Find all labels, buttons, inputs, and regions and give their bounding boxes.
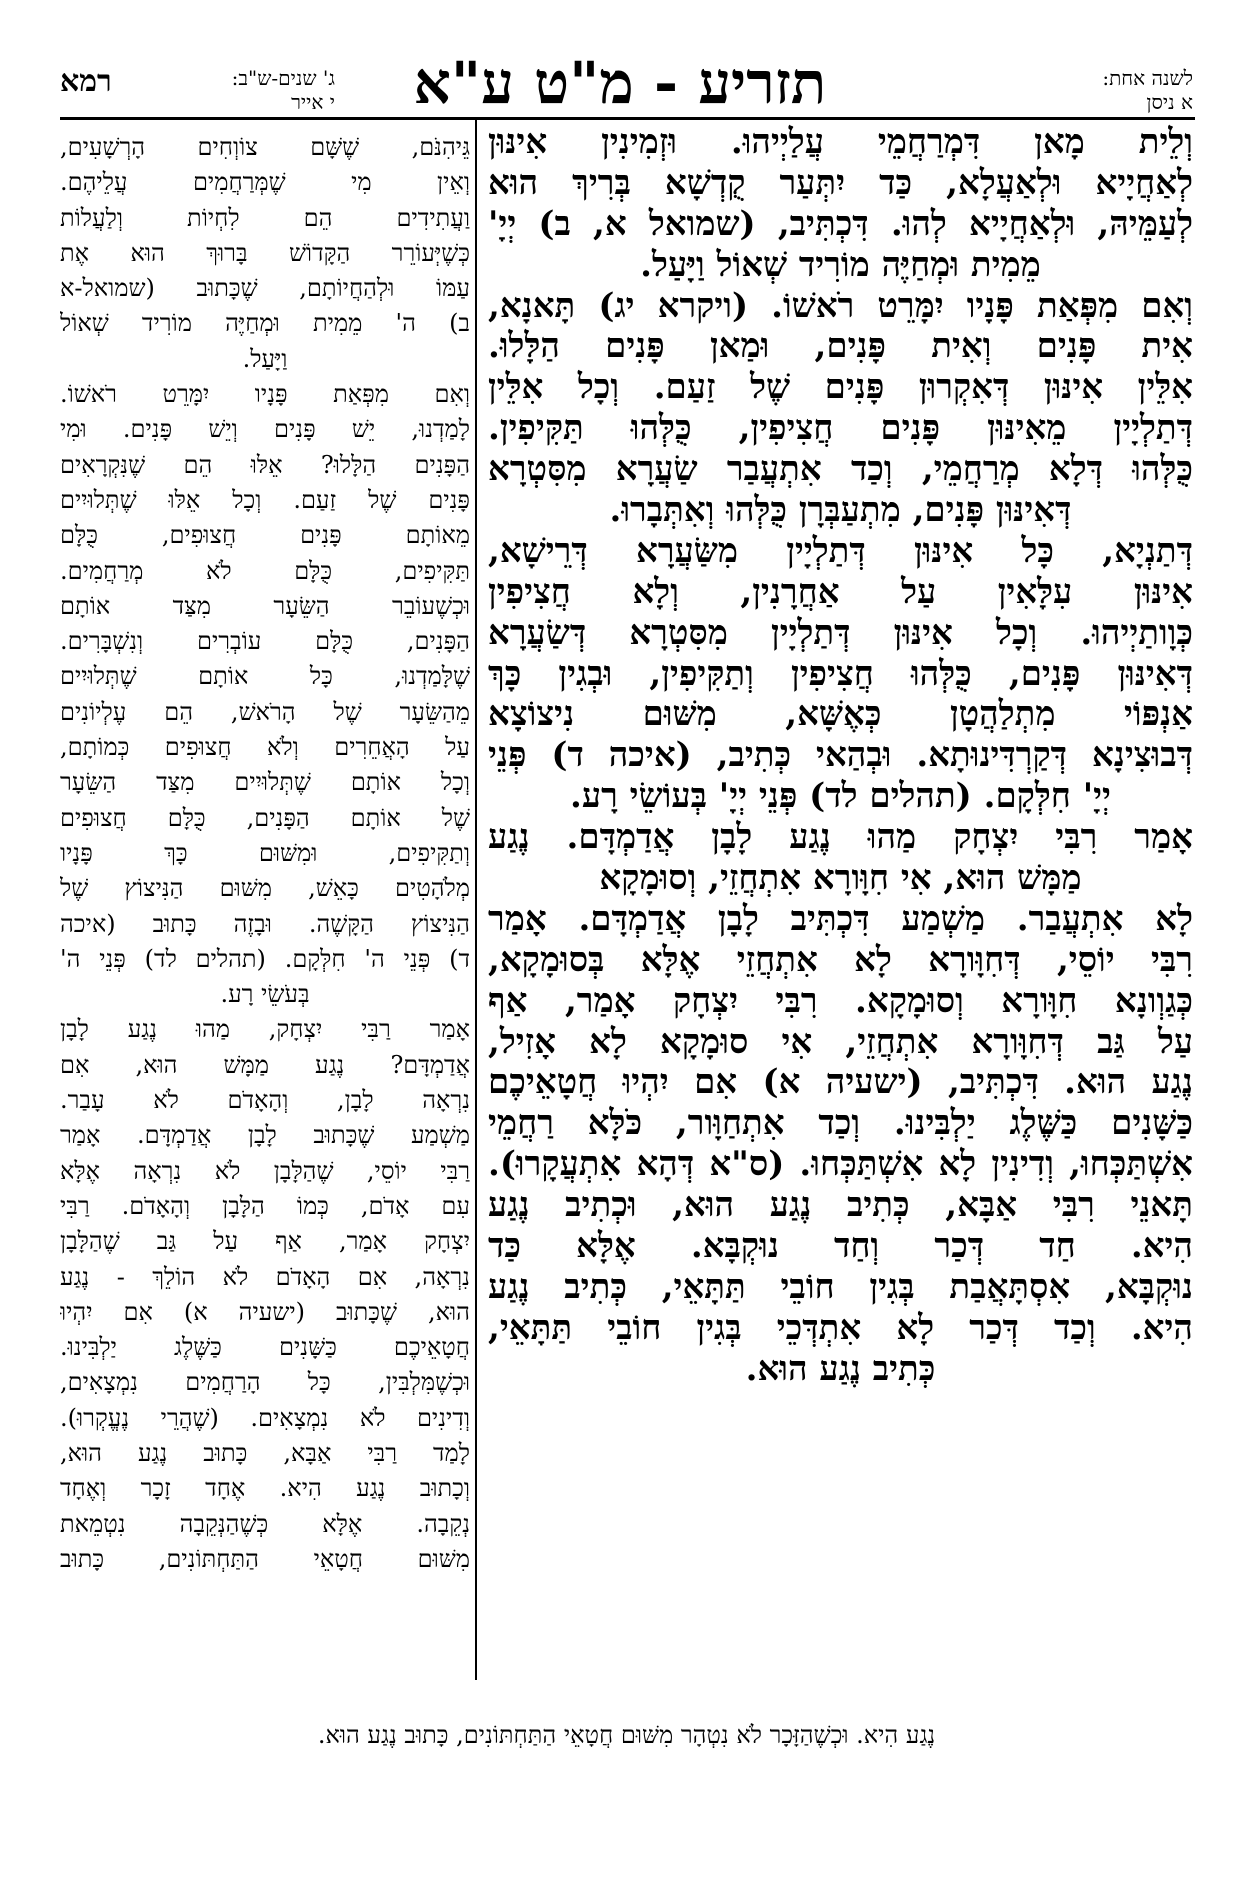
main-text-line: לָא אִתְעֲבַר. מַשְׁמַע דִּכְתִּיב לָבָן אֲדַמְדָּם. אָמַר [488,898,1193,939]
main-text-line: הִיא. חַד דְּכַר וְחַד נוּקְבָּא. אֶלָּא כַּד [488,1226,1193,1267]
side-text-line: רַבִּי יוֹסֵי, שֶׁהַלָּבָן לֹא נִרְאָה אֶלָּא [60,1156,470,1185]
side-text-line: שֶׁלָּמַדְנוּ, כָּל אוֹתָם שֶׁתְּלוּיִים [60,662,470,691]
page-title: תזריע - מ"ט ע"א [413,49,827,117]
main-text-line: כֻּלְּהוּ דְּלָא מְרַחֲמֵי, וְכַד אִתְעֲבַר שַׂעֲרָא מִסִּטְרָא [488,449,1193,490]
main-text-line: דְּבוּצִינָא דְּקַרְדִּינוּתָא. וּבְהַאי כְּתִיב, (איכה ד) פְּנֵי [488,735,1193,776]
main-text-line: אָמַר רִבִּי יִצְחָק מַהוּ נֶגַע לָבָן אֲדַמְדָּם. נֶגַע [488,817,1193,858]
header-schedule-one-year [993,66,1193,114]
main-text-line: נוּקְבָּא, אִסְתָּאֲבַת בְּגִין חוֹבֵי תַּתָּאֵי, כְּתִיב נֶגַע [488,1266,1193,1307]
main-text-line: דְּאִינּוּן פָּנִים, מִתְעַבְּרָן כֻּלְּהוּ וְאִתְּבָרוּ. [609,490,1072,531]
side-text-line: נְקֵבָה. אֶלָּא כְּשֶׁהַנְּקֵבָה נִטְמֵאת [60,1509,470,1538]
main-text-line: כְּגַוְונָא חִוָּורָא וְסוּמָקָא. רִבִּי יִצְחָק אָמַר, אַף [488,980,1193,1021]
header-left-line1: ג' שנים-ש"ב: [231,66,335,90]
main-text-line: כְּתִיב נֶגַע הוּא. [745,1348,936,1389]
main-text-line: מַמָּשׁ הוּא, אִי חִוָּורָא אִתְחֲזֵי, וְסוּמָקָא [599,858,1082,899]
side-text-line: עַל הָאֲחֵרִים וְלֹא חֲצוּפִים כְּמוֹתָם, [60,733,470,762]
footer-text: נֶגַע הִיא. וּכְשֶׁהַזָּכָר לֹא נִטְהָר מִשּׁוּם חֲטָאֵי הַתַּחְתּוֹנִים, כָּתוּב נֶגַע הוּא. [317,1721,936,1749]
main-text-line: דְּתַנְיָא, כָּל אִינּוּן דְּתַלְיָין מִשַּׂעֲרָא דְּרֵישָׁא, [488,530,1193,571]
main-text-line: דְּתַלְיָין מֵאִינּוּן פָּנִים חֲצִיפִין, כֻּלְּהוּ תַּקִּיפִין. [488,408,1193,449]
side-text-line: וּכְשֶׁעוֹבֵר הַשֵּׂעָר מִצַּד אוֹתָם [60,591,470,620]
side-text-line: מְלֹהָטִים כָּאֵשׁ, מִשּׁוּם הַנִּיצוֹץ שֶׁל [60,874,470,903]
side-text-line: מֵהַשֵּׂעָר שֶׁל הָרֹאשׁ, הֵם עֶלְיוֹנִים [60,697,470,726]
side-text-line: מַשְׁמַע שֶׁכָּתוּב לָבָן אֲדַמְדָּם. אָמַר [60,1121,470,1150]
main-text-line: אִית פָּנִים וְאִית פָּנִים, וּמַאן פָּנִים הַלָּלוּ. [488,326,1193,367]
main-text-line: כְּוָותַיְיהוּ. וְכָל אִינּוּן דְּתַלְיָין מִסִּטְרָא דְּשַׂעֲרָא [488,612,1193,653]
header-right-line2: א ניסן [1146,90,1193,114]
main-text-line: אִשְׁתַּכְּחוּ, וְדִינִין לָא אִשְׁתַּכְּחוּ. (ס"א דְּהָא אִתְעֲקָרוּ). [488,1144,1193,1185]
side-text-line: הַנִּיצוֹץ הַקָּשֶׁה. וּבָזֶה כָּתוּב (איכה [60,909,470,938]
side-text-line: הַפָּנִים, כֻּלָּם עוֹבְרִים וְנִשְׁבָּרִים. [60,627,470,656]
side-text-line: וַיָּעַל. [242,344,288,373]
side-text-line: וְדִינִים לֹא נִמְצָאִים. (שֶׁהֲרֵי נֶעֱקְרוּ). [60,1403,470,1432]
side-text-line: וְכָתוּב נֶגַע הִיא. אֶחָד זָכָר וְאֶחָד [60,1474,470,1503]
side-text-line: חֲטָאֵיכֶם כַּשָּׁנִים כַּשֶּׁלֶג יַלְבִּינוּ. [60,1333,470,1362]
main-text-line: לְאַחֲיָיא וּלְאַעֲלָא, כַּד יִתְּעַר קֻדְשָׁא בְּרִיךְ הוּא [488,162,1193,203]
main-text-line: וְלֵית מָאן דִּמְרַחֲמֵי עֲלַיְיהוּ. וּזְמִינִין אִינּוּן [488,122,1193,162]
side-text-line: גֵּיהִנֹּם, שֶׁשָּׁם צוֹוְחִים הָרְשָׁעִים, [60,133,470,161]
side-text-line: מֵאוֹתָם פָּנִים חֲצוּפִים, כֻּלָּם [60,521,470,550]
main-text-line: אִלֵּין אִינּוּן דְּאִקְרוּן פָּנִים שֶׁל זַעַם. וְכָל אִלֵּין [488,367,1193,408]
side-text-line: אָמַר רַבִּי יִצְחָק, מַהוּ נֶגַע לָבָן [60,1015,470,1044]
side-text-line: יִצְחָק אָמַר, אַף עַל גַּב שֶׁהַלָּבָן [60,1227,470,1256]
column-divider [475,120,477,1680]
side-text-line: עַמּוֹ וּלְהַחֲיוֹתָם, שֶׁכָּתוּב (שמואל-א [60,274,470,303]
side-text-line: נִרְאָה, אִם הָאָדֹם לֹא הוֹלֵךְ - נֶגַע [60,1262,470,1291]
main-text-line: נֶגַע הוּא. דִּכְתִּיב, (ישעיה א) אִם יִהְיוּ חֲטָאֵיכֶם [488,1062,1193,1103]
main-text-line: מֵמִית וּמְחַיֶּה מוֹרִיד שְׁאוֹל וַיָּעַל. [640,244,1041,285]
side-text-line: שֶׁל אוֹתָם הַפָּנִים, כֻּלָּם חֲצוּפִים [60,803,470,832]
side-text-line: אֲדַמְדָּם? נֶגַע מַמָּשׁ הוּא, אִם [60,1050,470,1079]
header-right-line1: לשנה אחת: [1102,66,1193,90]
side-text-line: ד) פְּנֵי ה' חִלְּקָם. (תהלים לד) פְּנֵי ה' [60,944,470,973]
main-text-line: כַּשָּׁנִים כַּשֶּׁלֶג יַלְבִּינוּ. וְכַד אִתְחַוָּור, כֹּלָּא רַחֲמֵי [488,1103,1193,1144]
main-text-line: לְעַמֵּיהּ, וּלְאַחֲיָיא לְהוּ. דִּכְתִּיב, (שמואל א, ב) יְיָ' [488,203,1193,244]
main-text-line: עַל גַּב דְּחִוָּורָא אִתְחֲזֵי, אִי סוּמָקָא לָא אָזִיל, [488,1021,1193,1062]
side-text-line: וְאִם מִפְּאַת פָּנָיו יִמָּרֵט רֹאשׁוֹ. [60,380,470,409]
main-text-column [488,122,1193,1390]
side-text-line: וְתַקִּיפִים, וּמִשּׁוּם כָּךְ פָּנָיו [60,838,470,867]
main-text-line: אִינּוּן עִלָּאִין עַל אַחֲרָנִין, וְלָא חֲצִיפִין [488,571,1193,612]
side-text-line: פָּנִים שֶׁל זַעַם. וְכָל אֵלּוּ שֶׁתְּלוּיִים [60,485,470,514]
main-text-line: וְאִם מִפְּאַת פָּנָיו יִמָּרֵט רֹאשׁוֹ. (ויקרא יג) תָּאנָא, [488,285,1193,326]
header-divider [60,117,1195,120]
side-text-line: כְּשֶׁיְּעוֹרֵר הַקָּדוֹשׁ בָּרוּךְ הוּא אֶת [60,238,470,267]
side-text-line: עִם אָדֹם, כְּמוֹ הַלָּבָן וְהָאָדֹם. רַבִּי [60,1191,470,1220]
side-text-line: תַּקִּיפִים, כֻּלָּם לֹא מְרַחֲמִים. [60,556,470,585]
side-text-line: וַעֲתִידִים הֵם לִחְיוֹת וְלַעֲלוֹת [60,203,470,232]
side-text-line: הַפָּנִים הַלָּלוּ? אֵלּוּ הֵם שֶׁנִּקְרָאִים [60,450,470,479]
side-text-line: נִרְאָה לָבָן, וְהָאָדֹם לֹא עָבַר. [60,1086,470,1115]
main-text-line: יְיָ' חִלְּקָם. (תהלים לד) פְּנֵי יְיָ' בְּעוֹשֵׂי רָע. [570,776,1111,817]
main-text-line: דְּאִינּוּן פָּנִים, כֻּלְּהוּ חֲצִיפִין וְתַקִּיפִין, וּבְגִין כָּךְ [488,653,1193,694]
main-text-line: אַנְפּוֹי מִתְלַהֲטָן כְּאֶשָּׁא, מִשּׁוּם נִיצוֹצָא [488,694,1193,735]
translation-column [60,130,470,1577]
side-text-line: וְאֵין מִי שֶׁמְּרַחֲמִים עֲלֵיהֶם. [60,168,470,197]
side-text-line: בְּעֹשֵׂי רָע. [220,980,310,1009]
side-text-line: לָמַדְנוּ, יֵשׁ פָּנִים וְיֵשׁ פָּנִים. וּמִי [60,415,470,444]
side-text-line: לָמַד רַבִּי אַבָּא, כָּתוּב נֶגַע הוּא, [60,1438,470,1467]
header-schedule-three-years [145,66,335,114]
page-number: רמא [60,64,112,99]
side-text-line: ב) ה' מֵמִית וּמְחַיֶּה מוֹרִיד שְׁאוֹל [60,309,470,338]
side-text-line: וּכְשֶׁמִּלְבִּין, כָּל הָרַחֲמִים נִמְצָאִים, [60,1368,470,1397]
header-left-line2: י אייר [291,90,335,114]
side-text-line: מִשּׁוּם חֲטָאֵי הַתַּחְתּוֹנִים, כָּתוּב [60,1544,470,1573]
side-text-line: הוּא, שֶׁכָּתוּב (ישעיה א) אִם יִהְיוּ [60,1297,470,1326]
side-text-line: וְכָל אוֹתָם שֶׁתְּלוּיִים מִצַּד הַשֵּׂעָר [60,768,470,797]
main-text-line: תָּאנֵי רִבִּי אַבָּא, כְּתִיב נֶגַע הוּא, וּכְתִיב נֶגַע [488,1185,1193,1226]
main-text-line: הִיא. וְכַד דְּכַר לָא אִתְדְּכֵי בְּגִין חוֹבֵי תַּתָּאֵי, [488,1307,1193,1348]
main-text-line: רִבִּי יוֹסֵי, דְּחִוָּורָא לָא אִתְחֲזֵי אֶלָּא בְּסוּמָקָא, [488,939,1193,980]
